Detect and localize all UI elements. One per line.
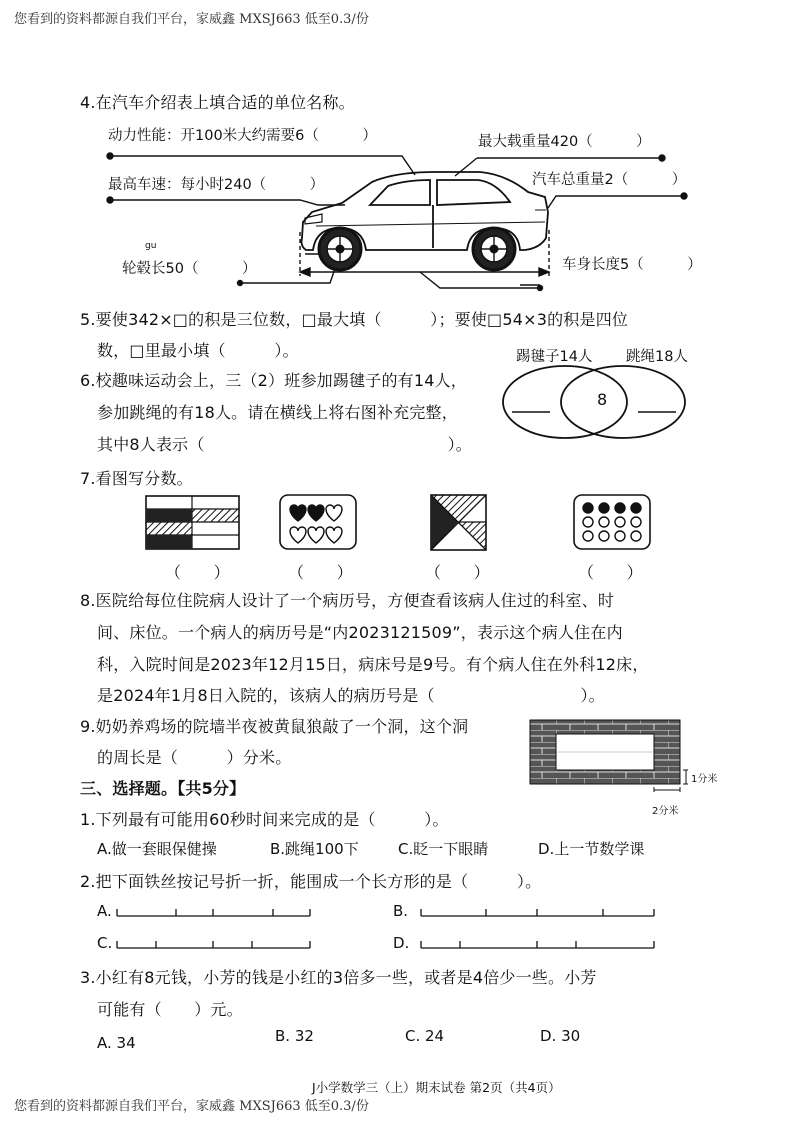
q7-blank-2[interactable]: （ ） <box>288 563 353 582</box>
choice-2-option-c[interactable]: C. <box>97 934 113 952</box>
label-power: 动力性能：开100米大约需要6（ ） <box>108 128 377 144</box>
fraction-figure-2 <box>278 493 358 553</box>
label-wheelbase: 轮毂长50（ ） <box>122 261 257 277</box>
venn-label-right: 跳绳18人 <box>626 349 688 365</box>
venn-center-value: 8 <box>597 390 608 409</box>
q7-blank-1[interactable]: （ ） <box>165 563 230 582</box>
venn-diagram <box>490 362 690 452</box>
choice-3-option-b[interactable]: B. 32 <box>275 1027 314 1045</box>
wire-a <box>116 906 316 920</box>
wire-c <box>116 938 316 952</box>
question-5-line-1: 5.要使342×□的积是三位数，□最大填（ ）；要使□54×3的积是四位 <box>80 310 629 329</box>
page-footer: J小学数学三（上）期末试卷 第2页（共4页） <box>312 1080 561 1095</box>
watermark-top: 您看到的资料都源自我们平台，家威鑫 MXSJ663 低至0.3/份 <box>14 12 369 27</box>
venn-label-left: 踢毽子14人 <box>516 349 593 365</box>
question-8-line-4: 是2024年1月8日入院的，该病人的病历号是（ ）。 <box>97 686 605 705</box>
question-8-line-2: 间、床位。一个病人的病历号是“内2023121509”，表示这个病人住在内 <box>97 623 623 642</box>
question-9-line-2: 的周长是（ ）分米。 <box>97 748 292 767</box>
choice-question-2-stem: 2.把下面铁丝按记号折一折，能围成一个长方形的是（ ）。 <box>80 872 542 891</box>
fraction-figure-1 <box>145 495 241 551</box>
choice-3-option-d[interactable]: D. 30 <box>540 1027 581 1045</box>
question-5-line-2: 数，□里最小填（ ）。 <box>97 341 299 360</box>
q7-blank-3[interactable]: （ ） <box>425 563 490 582</box>
choice-1-option-d[interactable]: D.上一节数学课 <box>538 840 645 858</box>
wire-d <box>420 938 660 952</box>
choice-3-option-c[interactable]: C. 24 <box>405 1027 445 1045</box>
choice-2-option-a[interactable]: A. <box>97 902 112 920</box>
question-7-title: 7.看图写分数。 <box>80 469 193 488</box>
watermark-bottom: 您看到的资料都源自我们平台，家威鑫 MXSJ663 低至0.3/份 <box>14 1099 369 1114</box>
fraction-figure-4 <box>572 493 652 553</box>
label-top-speed: 最高车速：每小时240（ ） <box>108 177 325 193</box>
choice-3-option-a[interactable]: A. 34 <box>97 1034 136 1052</box>
choice-1-option-a[interactable]: A.做一套眼保健操 <box>97 840 217 858</box>
dimension-horizontal: 2分米 <box>652 806 679 817</box>
fraction-figure-3 <box>430 494 490 554</box>
choice-question-1-stem: 1.下列最有可能用60秒时间来完成的是（ ）。 <box>80 810 449 829</box>
q7-blank-4[interactable]: （ ） <box>578 563 643 582</box>
choice-2-option-b[interactable]: B. <box>393 902 409 920</box>
handwritten-note: gu <box>145 241 157 251</box>
choice-question-3-line-2: 可能有（ ）元。 <box>97 1000 243 1019</box>
question-8-line-3: 科，入院时间是2023年12月15日，病床号是9号。有个病人住在外科12床， <box>97 655 649 674</box>
question-8-line-1: 8.医院给每位住院病人设计了一个病历号，方便查看该病人住过的科室、时 <box>80 591 615 610</box>
section-3-title: 三、选择题。【共5分】 <box>80 779 246 798</box>
label-body-length: 车身长度5（ ） <box>562 257 702 273</box>
wire-b <box>420 906 660 920</box>
question-6-line-2: 参加跳绳的有18人。请在横线上将右图补充完整， <box>97 403 458 422</box>
question-4-title: 4.在汽车介绍表上填合适的单位名称。 <box>80 93 355 112</box>
question-6-line-1: 6.校趣味运动会上，三（2）班参加踢毽子的有14人， <box>80 371 468 390</box>
choice-question-3-line-1: 3.小红有8元钱，小芳的钱是小红的3倍多一些，或者是4倍少一些。小芳 <box>80 968 597 987</box>
label-gross-weight: 汽车总重量2（ ） <box>532 172 687 188</box>
choice-2-option-d[interactable]: D. <box>393 934 410 952</box>
choice-1-option-b[interactable]: B.跳绳100下 <box>270 840 359 858</box>
label-max-load: 最大载重量420（ ） <box>478 134 651 150</box>
dimension-vertical: 1分米 <box>691 774 718 785</box>
question-9-line-1: 9.奶奶养鸡场的院墙半夜被黄鼠狼敲了一个洞，这个洞 <box>80 717 469 736</box>
question-6-line-3: 其中8人表示（ ）。 <box>97 435 472 454</box>
choice-1-option-c[interactable]: C.眨一下眼睛 <box>398 840 489 858</box>
